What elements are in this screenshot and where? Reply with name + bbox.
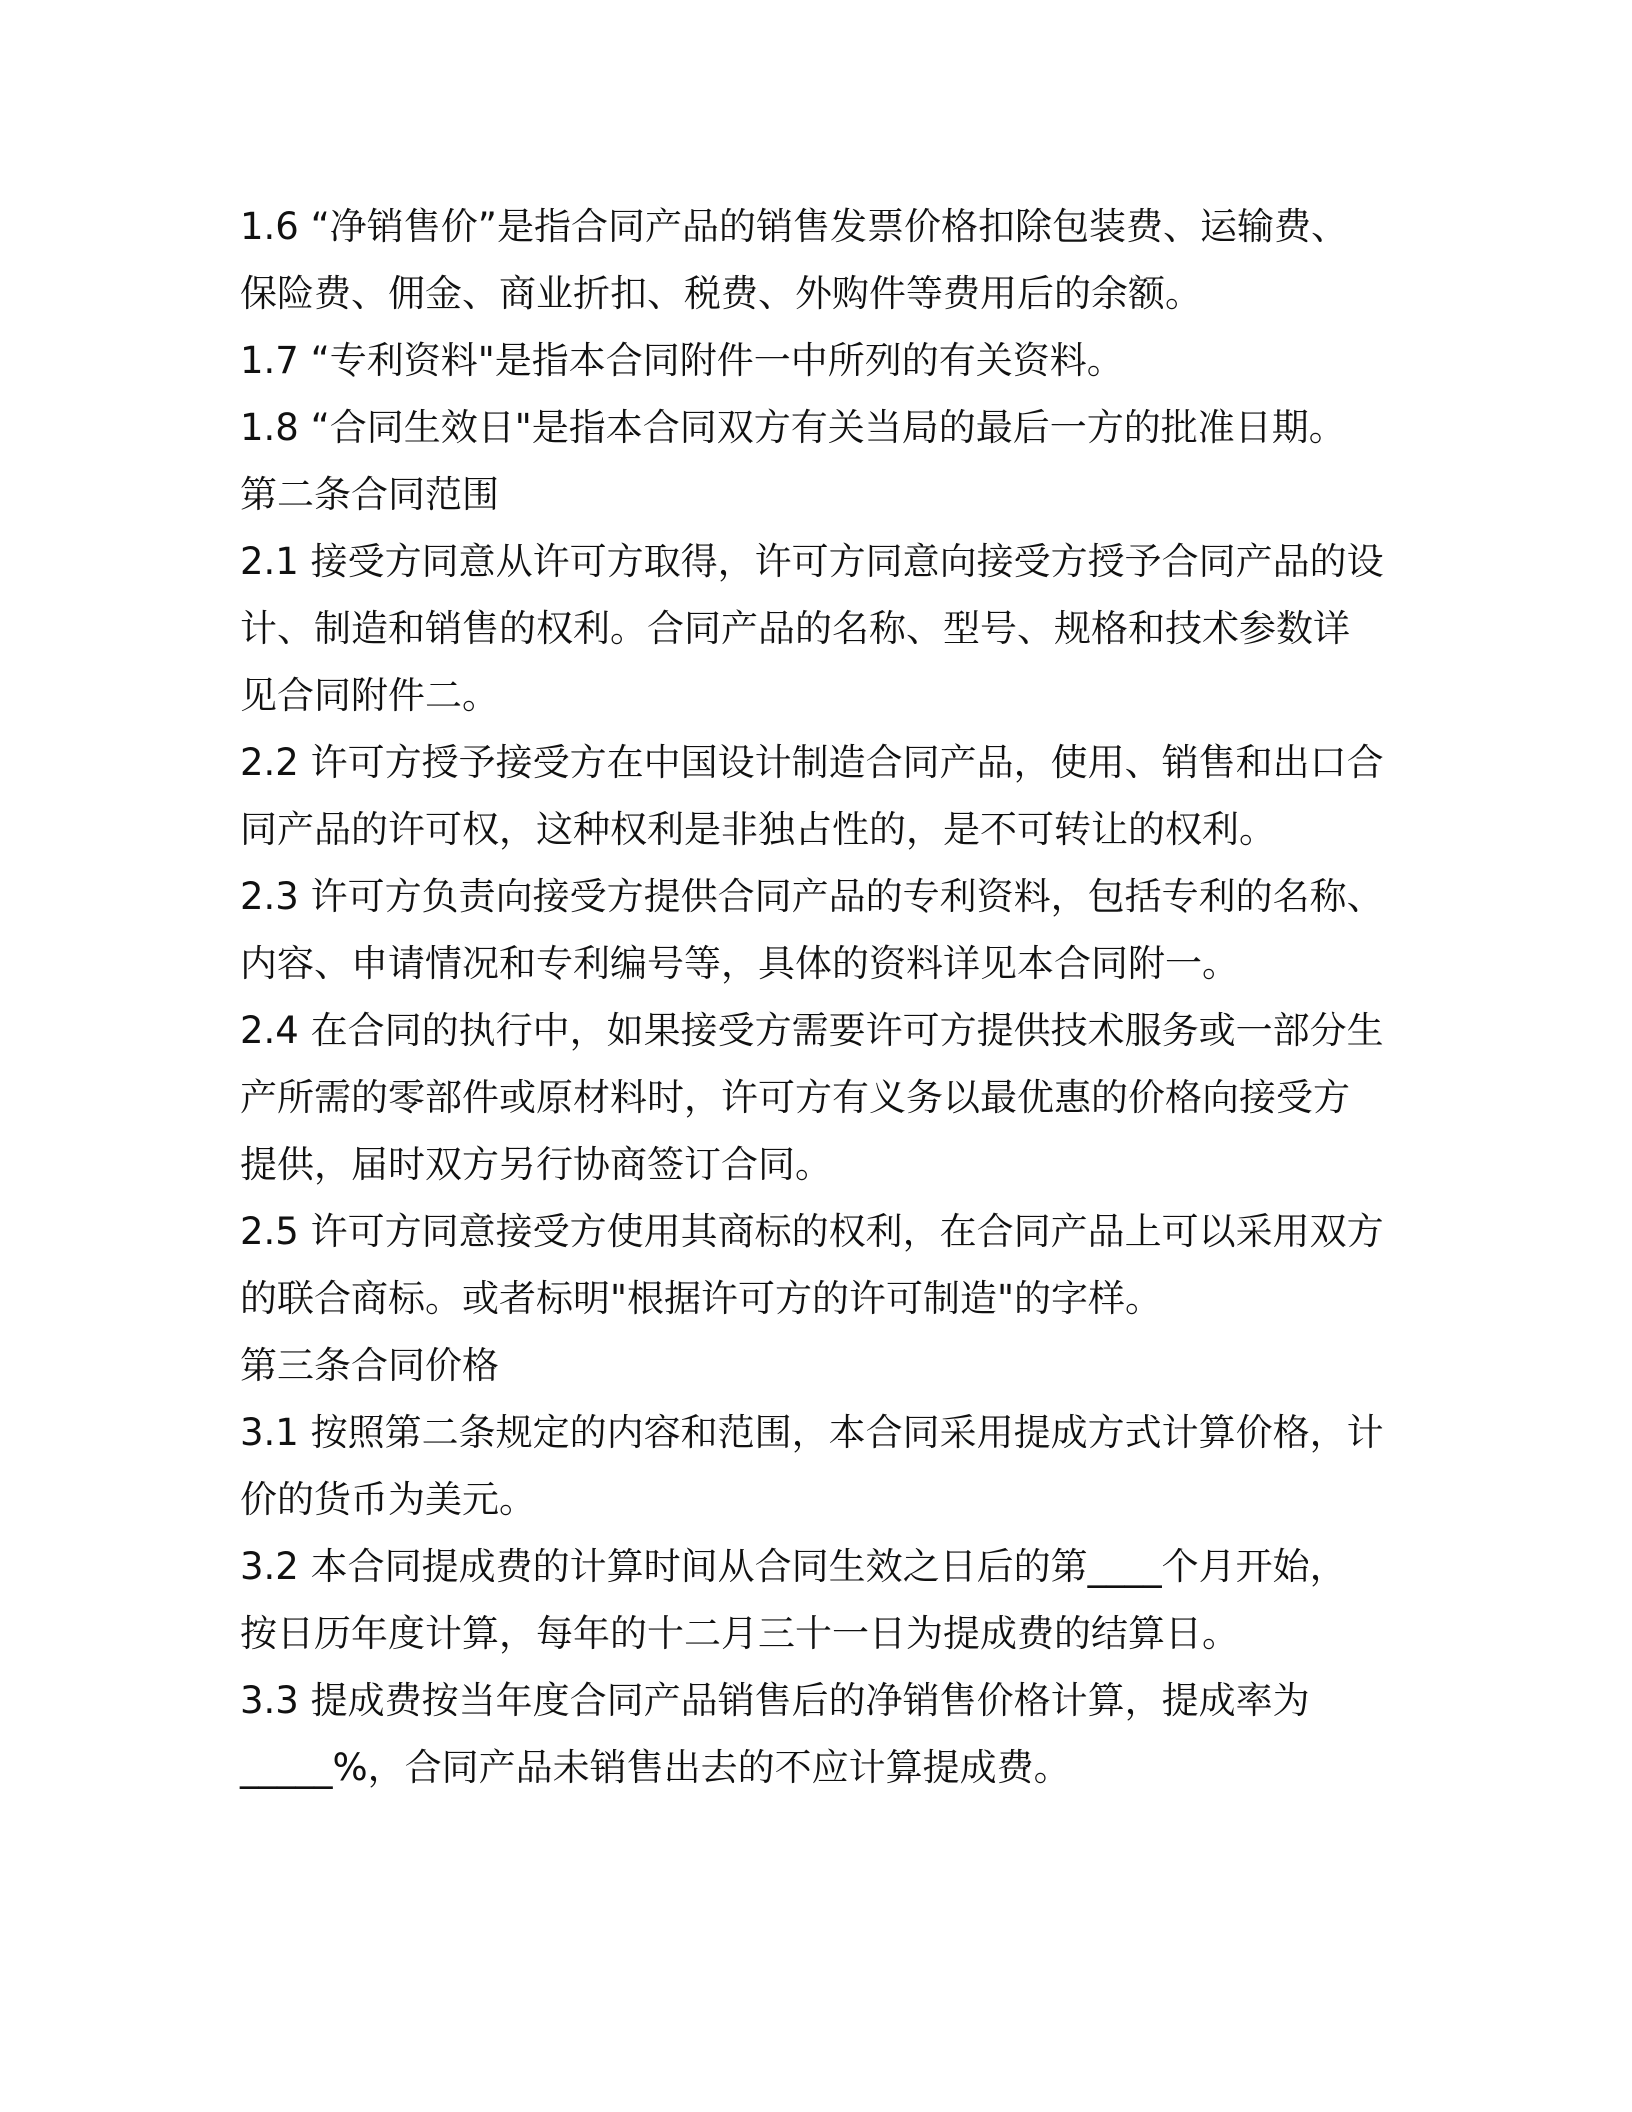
text-line: 1.6 “净销售价”是指合同产品的销售发票价格扣除包装费、运输费、: [240, 205, 1348, 248]
text-line: _____%，合同产品未销售出去的不应计算提成费。: [240, 1746, 1071, 1789]
clause-2-4: [240, 997, 1390, 1198]
text-line: 按日历年度计算，每年的十二月三十一日为提成费的结算日。: [240, 1612, 1239, 1655]
text-line: 内容、申请情况和专利编号等，具体的资料详见本合同附一。: [240, 942, 1239, 985]
section-heading: 第二条合同范围: [240, 473, 499, 516]
clause-1-8: [240, 394, 1390, 461]
text-line: 2.4 在合同的执行中，如果接受方需要许可方提供技术服务或一部分生: [240, 1009, 1384, 1052]
text-line: 见合同附件二。: [240, 674, 499, 717]
text-line: 计、制造和销售的权利。合同产品的名称、型号、规格和技术参数详: [240, 607, 1350, 650]
text-line: 产所需的零部件或原材料时，许可方有义务以最优惠的价格向接受方: [240, 1076, 1350, 1119]
clause-2-2: [240, 729, 1390, 863]
section-heading-article-3: [240, 1332, 1390, 1399]
section-heading: 第三条合同价格: [240, 1344, 499, 1387]
text-line: 3.3 提成费按当年度合同产品销售后的净销售价格计算，提成率为: [240, 1679, 1310, 1722]
text-line: 2.5 许可方同意接受方使用其商标的权利，在合同产品上可以采用双方: [240, 1210, 1384, 1253]
text-line: 3.1 按照第二条规定的内容和范围，本合同采用提成方式计算价格，计: [240, 1411, 1384, 1454]
section-heading-article-2: [240, 461, 1390, 528]
clause-1-6: [240, 193, 1390, 327]
clause-3-1: [240, 1399, 1390, 1533]
clause-1-7: [240, 327, 1390, 394]
text-line: 2.1 接受方同意从许可方取得，许可方同意向接受方授予合同产品的设: [240, 540, 1384, 583]
clause-2-3: [240, 863, 1390, 997]
text-line: 的联合商标。或者标明"根据许可方的许可制造"的字样。: [240, 1277, 1163, 1320]
document-body: [240, 193, 1390, 1801]
text-line: 同产品的许可权，这种权利是非独占性的，是不可转让的权利。: [240, 808, 1276, 851]
text-line: 提供，届时双方另行协商签订合同。: [240, 1143, 832, 1186]
clause-3-3: [240, 1667, 1390, 1801]
text-line: 保险费、佣金、商业折扣、税费、外购件等费用后的余额。: [240, 272, 1202, 315]
text-line: 2.2 许可方授予接受方在中国设计制造合同产品，使用、销售和出口合: [240, 741, 1384, 784]
text-line: 3.2 本合同提成费的计算时间从合同生效之日后的第____个月开始，: [240, 1545, 1347, 1588]
clause-2-1: [240, 528, 1390, 729]
text-line: 2.3 许可方负责向接受方提供合同产品的专利资料，包括专利的名称、: [240, 875, 1384, 918]
clause-2-5: [240, 1198, 1390, 1332]
text-line: 1.7 “专利资料"是指本合同附件一中所列的有关资料。: [240, 339, 1124, 382]
clause-3-2: [240, 1533, 1390, 1667]
text-line: 价的货币为美元。: [240, 1478, 536, 1521]
text-line: 1.8 “合同生效日"是指本合同双方有关当局的最后一方的批准日期。: [240, 406, 1346, 449]
